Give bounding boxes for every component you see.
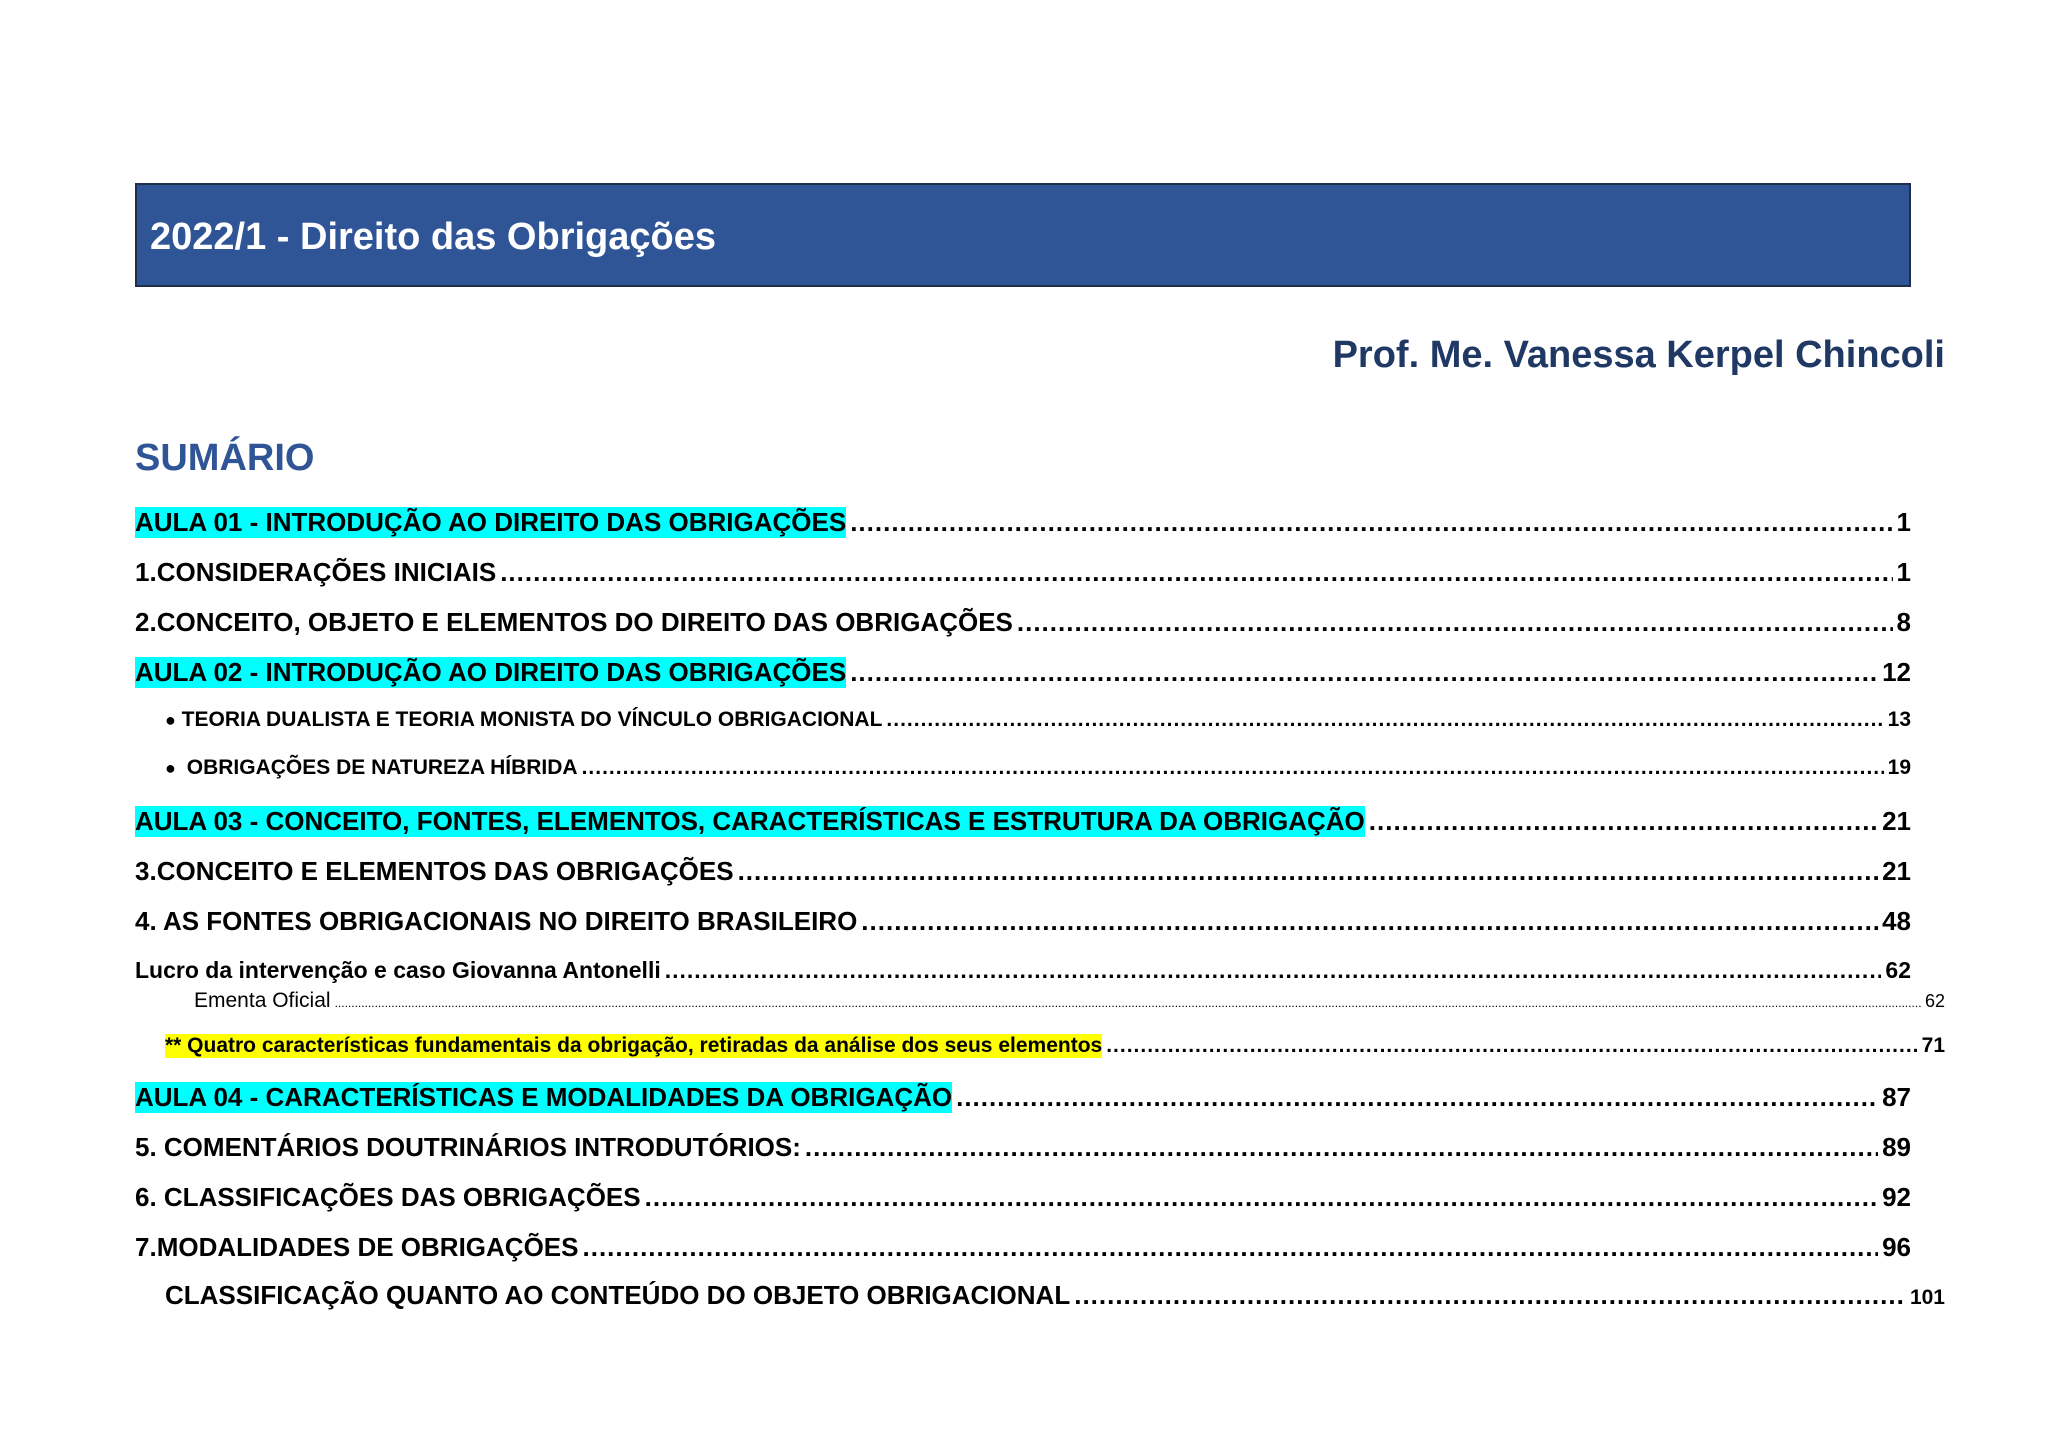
- toc-entry-label: Ementa Oficial: [194, 989, 331, 1012]
- toc-entry-page: 62: [1885, 957, 1911, 983]
- toc-leader-dots: [583, 1232, 1879, 1263]
- toc-entry-classificacoes[interactable]: [135, 1182, 1911, 1213]
- toc-entry-page: 87: [1882, 1082, 1911, 1112]
- toc-entry-page: 62: [1924, 991, 1945, 1011]
- toc-entry-page: 21: [1882, 806, 1911, 836]
- toc-entry-conceito-objeto[interactable]: [135, 607, 1911, 638]
- toc-entry-label: 4. AS FONTES OBRIGACIONAIS NO DIREITO BRASILEIRO: [135, 906, 858, 936]
- toc-entry-natureza-hibrida[interactable]: [165, 756, 1911, 780]
- toc-entry-fontes-obrigacionais[interactable]: [135, 906, 1911, 937]
- toc-entry-label: AULA 04 - CARACTERÍSTICAS E MODALIDADES DA OBRIGAÇÃO: [135, 1082, 953, 1112]
- toc-entry-label: 5. COMENTÁRIOS DOUTRINÁRIOS INTRODUTÓRIOS:: [135, 1132, 801, 1162]
- toc-entry-label: TEORIA DUALISTA E TEORIA MONISTA DO VÍNCULO OBRIGACIONAL: [181, 708, 883, 731]
- toc-leader-dots: [665, 957, 1882, 984]
- title-banner: [135, 183, 1911, 287]
- author-name: Prof. Me. Vanessa Kerpel Chincoli: [1332, 334, 1945, 376]
- toc-leader-dots: [738, 856, 1879, 887]
- toc-entry-label: Lucro da intervenção e caso Giovanna Antonelli: [135, 957, 661, 983]
- toc-entry-page: 71: [1921, 1034, 1945, 1057]
- toc-entry-label: AULA 03 - CONCEITO, FONTES, ELEMENTOS, CARACTERÍSTICAS E ESTRUTURA DA OBRIGAÇÃO: [135, 806, 1365, 836]
- toc-entry-label: OBRIGAÇÕES DE NATUREZA HÍBRIDA: [186, 756, 578, 779]
- toc-entry-teoria-dualista[interactable]: [165, 708, 1911, 732]
- toc-entry-page: 96: [1882, 1232, 1911, 1262]
- toc-entry-aula-01[interactable]: [135, 507, 1911, 538]
- toc-entry-aula-03[interactable]: [135, 806, 1911, 837]
- toc-leader-dots: [886, 708, 1883, 732]
- toc-entry-label: CONSIDERAÇÕES INICIAIS: [156, 557, 497, 587]
- toc-entry-consideracoes[interactable]: [135, 557, 1911, 588]
- toc-entry-page: 1: [1896, 507, 1911, 537]
- toc-entry-page: 12: [1882, 657, 1911, 687]
- toc-entry-comentarios-doutrinarios[interactable]: [135, 1132, 1911, 1163]
- toc-leader-dots: [500, 557, 1892, 588]
- toc-entry-label: 6. CLASSIFICAÇÕES DAS OBRIGAÇÕES: [135, 1182, 641, 1212]
- toc-leader-dots: [850, 507, 1892, 538]
- document-title: 2022/1 - Direito das Obrigações: [150, 216, 717, 258]
- toc-leader-dots: [1369, 806, 1878, 837]
- toc-entry-label: MODALIDADES DE OBRIGAÇÕES: [156, 1232, 579, 1262]
- toc-entry-number: 7.: [135, 1232, 157, 1262]
- toc-leader-dots: [1106, 1034, 1917, 1058]
- toc-entry-page: 89: [1882, 1132, 1911, 1162]
- toc-entry-label: AULA 02 - INTRODUÇÃO AO DIREITO DAS OBRIGAÇÕES: [135, 657, 847, 687]
- toc-leader-dots: [956, 1082, 1878, 1113]
- bullet-icon: ●: [165, 758, 176, 778]
- toc-entry-page: 92: [1882, 1182, 1911, 1212]
- toc-entry-quatro-caracteristicas[interactable]: [165, 1034, 1945, 1058]
- toc-entry-page: 101: [1909, 1286, 1945, 1309]
- toc-leader-dots: [850, 657, 1878, 688]
- toc-entry-ementa-oficial[interactable]: [194, 989, 1945, 1013]
- toc-entry-label: CONCEITO, OBJETO E ELEMENTOS DO DIREITO DAS OBRIGAÇÕES: [156, 607, 1013, 637]
- toc-entry-label: CONCEITO E ELEMENTOS DAS OBRIGAÇÕES: [156, 856, 734, 886]
- toc-entry-aula-02[interactable]: [135, 657, 1911, 688]
- toc-leader-dots: [805, 1132, 1878, 1163]
- toc-leader-dots: [582, 756, 1884, 780]
- toc-leader-dots: [1017, 607, 1893, 638]
- toc-entry-label: ** Quatro características fundamentais da obrigação, retiradas da análise dos seus elementos: [165, 1034, 1103, 1057]
- toc-entry-number: 2.: [135, 607, 157, 637]
- toc-entry-label: CLASSIFICAÇÃO QUANTO AO CONTEÚDO DO OBJETO OBRIGACIONAL: [165, 1280, 1071, 1310]
- toc-leader-dots: [335, 996, 1921, 1010]
- toc-leader-dots: [861, 906, 1878, 937]
- bullet-icon: ●: [165, 710, 176, 730]
- toc-entry-number: 3.: [135, 856, 157, 886]
- toc-entry-page: 48: [1882, 906, 1911, 936]
- toc-entry-modalidades[interactable]: [135, 1232, 1911, 1263]
- toc-entry-number: 1.: [135, 557, 157, 587]
- toc-entry-page: 21: [1882, 856, 1911, 886]
- toc-entry-page: 8: [1896, 607, 1911, 637]
- toc-entry-page: 1: [1896, 557, 1911, 587]
- toc-entry-conceito-elementos[interactable]: [135, 856, 1911, 887]
- toc-leader-dots: [1074, 1280, 1906, 1311]
- toc-entry-classificacao-conteudo[interactable]: [165, 1280, 1945, 1311]
- toc-entry-page: 19: [1887, 756, 1911, 779]
- toc-heading: SUMÁRIO: [135, 437, 315, 479]
- toc-entry-lucro-intervencao[interactable]: [135, 957, 1911, 984]
- toc-entry-label: AULA 01 - INTRODUÇÃO AO DIREITO DAS OBRIGAÇÕES: [135, 507, 847, 537]
- toc-leader-dots: [645, 1182, 1878, 1213]
- toc-entry-page: 13: [1887, 708, 1911, 731]
- toc-entry-aula-04[interactable]: [135, 1082, 1911, 1113]
